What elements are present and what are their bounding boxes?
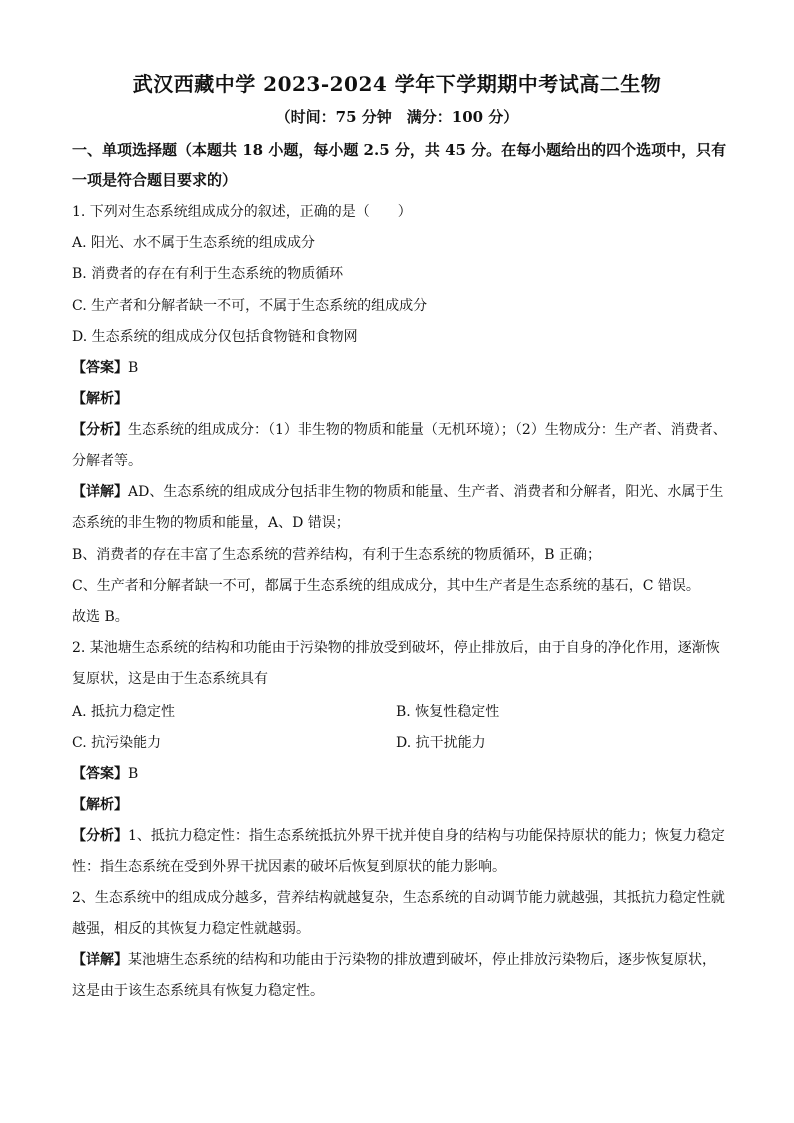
question-2-stem: 2. 某池塘生态系统的结构和功能由于污染物的排放受到破坏，停止排放后，由于自身的净化作用，逐渐恢复原状，这是由于生态系统具有 [72,640,720,687]
analysis-tag: 【解析】 [72,797,128,813]
question-2-fenxi-2: 2、生态系统中的组成成分越多，营养结构就越复杂，生态系统的自动调节能力就越强，其抵抗力稳定性就越强，相反的其恢复力稳定性就越弱。 [72,890,725,937]
question-2-option-d: D. 抗干扰能力 [396,735,486,751]
question-1-option-b: B. 消费者的存在有利于生态系统的物质循环 [72,266,344,282]
xiangjie-text: AD、生态系统的组成成分包括非生物的物质和能量、生产者、消费者和分解者，阳光、水属于生态系统的非生物的物质和能量，A、D 错误； [72,484,724,531]
question-1-stem: 1. 下列对生态系统组成成分的叙述，正确的是（ ） [72,204,412,220]
question-1-option-d: D. 生态系统的组成成分仅包括食物链和食物网 [72,329,358,345]
question-2-option-b: B. 恢复性稳定性 [396,704,500,720]
question-2-xiangjie [72,945,727,1007]
question-2-option-a: A. 抵抗力稳定性 [72,704,176,720]
fenxi-text: 1、抵抗力稳定性：指生态系统抵抗外界干扰并使自身的结构与功能保持原状的能力；恢复力稳定性：指生态系统在受到外界干扰因素的破坏后恢复到原状的能力影响。 [72,828,725,875]
xiangjie-tag: 【详解】 [72,484,128,500]
fenxi-tag: 【分析】 [72,828,128,844]
question-1-option-c: C. 生产者和分解者缺一不可，不属于生态系统的组成成分 [72,298,428,314]
question-1-fenxi [72,415,727,477]
answer-value: B [128,766,139,782]
question-1-xiangjie-c: C、生产者和分解者缺一不可，都属于生态系统的组成成分，其中生产者是生态系统的基石，C 错误。 [72,578,700,594]
xiangjie-text: 某池塘生态系统的结构和功能由于污染物的排放遭到破坏，停止排放污染物后，逐步恢复原状，这是由于该生态系统具有恢复力稳定性。 [72,952,716,999]
question-1-answer [72,358,138,378]
question-1-conclusion: 故选 B。 [72,609,129,625]
answer-tag: 【答案】 [72,360,128,376]
question-1-analysis-tag [72,389,128,409]
fenxi-tag: 【分析】 [72,422,128,438]
question-1-option-a: A. 阳光、水不属于生态系统的组成成分 [72,235,316,251]
xiangjie-tag: 【详解】 [72,952,128,968]
question-2-fenxi [72,821,727,883]
question-1-xiangjie [72,477,727,539]
question-2-option-c: C. 抗污染能力 [72,735,162,751]
page-title: 武汉西藏中学 2023-2024 学年下学期期中考试高二生物 [132,72,662,96]
analysis-tag: 【解析】 [72,391,128,407]
page-subtitle: （时间：75 分钟 满分：100 分） [275,108,519,126]
fenxi-text: 生态系统的组成成分：（1）非生物的物质和能量（无机环境）；（2）生物成分：生产者、消费者、分解者等。 [72,422,727,469]
answer-value: B [128,360,139,376]
answer-tag: 【答案】 [72,766,128,782]
question-2-answer [72,764,138,784]
section-heading: 一、单项选择题（本题共 18 小题，每小题 2.5 分，共 45 分。在每小题给出的四个选项中，只有一项是符合题目要求的） [72,141,727,189]
question-2-analysis-tag [72,795,128,815]
question-1-xiangjie-b: B、消费者的存在丰富了生态系统的营养结构，有利于生态系统的物质循环，B 正确； [72,547,602,563]
